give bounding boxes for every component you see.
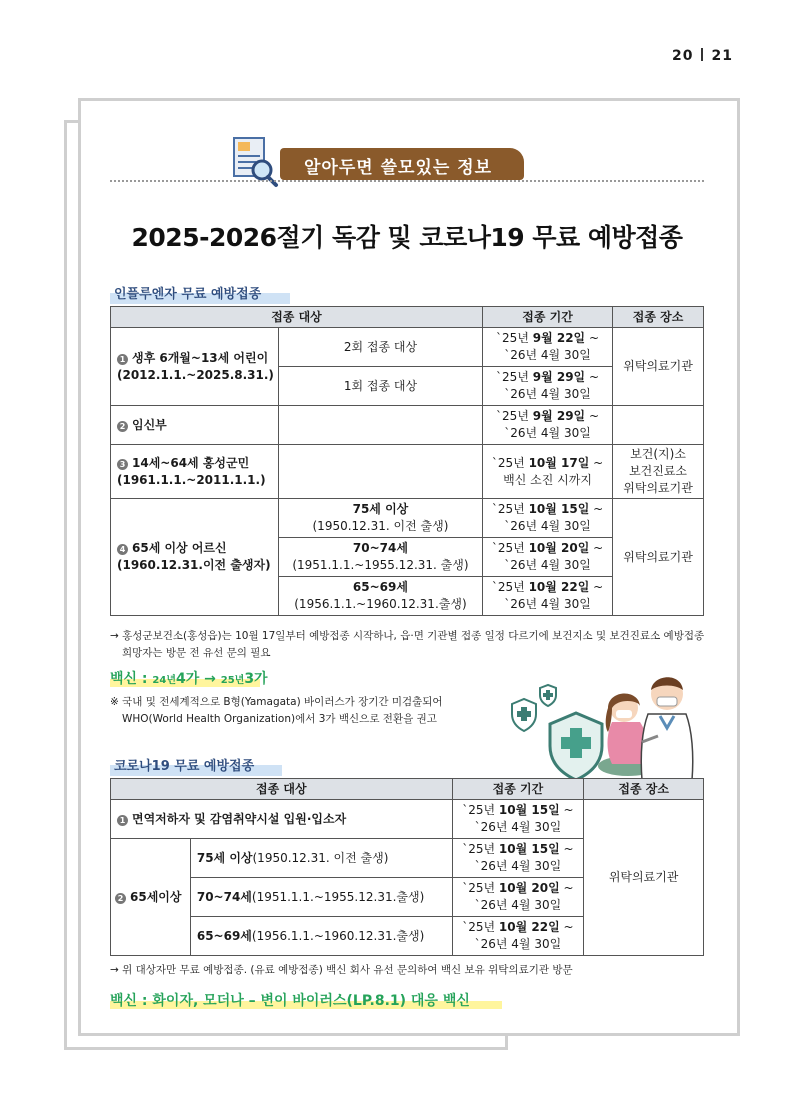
- group-immunocompromised: 1 면역저하자 및 감염취약시설 입원·입소자: [111, 800, 453, 839]
- shield-icon: [540, 685, 556, 706]
- influenza-remark: [110, 694, 443, 728]
- covid-note: → 위 대상자만 무료 예방접종. (유료 예방접종) 백신 회사 유선 문의하여 백신 보유 위탁의료기관 방문: [110, 964, 573, 976]
- doctor-figure: [641, 677, 693, 780]
- header-period: 접종 기간: [482, 307, 612, 328]
- remark-line-2: WHO(World Health Organization)에서 3가 백신으로 전환을 권고: [122, 713, 437, 725]
- table-header-row: [111, 779, 704, 800]
- note-line-1: → 홍성군보건소(홍성읍)는 10월 17일부터 예방접종 시작하나, 읍·면 기관별 접종 일정 다르기에 보건지소 및 보건진료소 예방접종: [110, 630, 705, 642]
- table-header-row: [111, 307, 704, 328]
- influenza-table: [110, 306, 704, 616]
- covid-heading: [110, 756, 254, 778]
- table-row: [111, 328, 704, 367]
- period-cell: `25년 10월 22일 ~ `26년 4월 30일: [452, 917, 584, 956]
- header-place: 접종 장소: [613, 307, 704, 328]
- group-sub: (2012.1.1.~2025.8.31.): [117, 367, 274, 382]
- number-badge: 1: [117, 354, 128, 365]
- influenza-heading: [110, 284, 261, 306]
- covid-heading-text: 코로나19 무료 예방접종: [114, 759, 255, 774]
- vaccine-label: 백신 :: [110, 993, 153, 1009]
- remark-line-1: ※ 국내 및 전세계적으로 B형(Yamagata) 바이러스가 장기간 미검출되어: [110, 696, 443, 708]
- header-target: 접종 대상: [111, 779, 453, 800]
- place-cell: 위탁의료기관: [584, 800, 704, 956]
- page-number-divider: [701, 48, 703, 61]
- table-row: [111, 499, 704, 538]
- influenza-heading-text: 인플루엔자 무료 예방접종: [114, 287, 262, 302]
- target-cell: 1회 접종 대상: [278, 367, 482, 406]
- page-number-left: 20: [672, 48, 694, 64]
- period-cell: `25년 10월 20일 ~ `26년 4월 30일: [482, 538, 612, 577]
- period-cell: `25년 10월 15일 ~ `26년 4월 30일: [452, 839, 584, 878]
- group-label: 생후 6개월~13세 어린이: [132, 350, 269, 365]
- influenza-vaccine: 백신 : 24년4가 → 25년3가: [110, 671, 268, 687]
- target-cell: 75세 이상(1950.12.31. 이전 출생): [190, 839, 452, 878]
- period-cell: `25년 10월 20일 ~ `26년 4월 30일: [452, 878, 584, 917]
- group-seniors: 4 65세 이상 어르신 (1960.12.31.이전 출생자): [111, 499, 279, 616]
- period-cell: `25년 9월 29일 ~ `26년 4월 30일: [482, 406, 612, 445]
- target-cell: 2회 접종 대상: [278, 328, 482, 367]
- vaccine-label: 백신 :: [110, 671, 153, 687]
- page-title: 2025-2026절기 독감 및 코로나19 무료 예방접종: [131, 223, 683, 252]
- target-cell: 70~74세(1951.1.1.~1955.12.31.출생): [190, 878, 452, 917]
- shield-icon: [550, 713, 602, 780]
- target-cell: 75세 이상 (1950.12.31. 이전 출생): [278, 499, 482, 538]
- period-cell: `25년 10월 15일 ~ `26년 4월 30일: [482, 499, 612, 538]
- period-cell: `25년 9월 29일 ~ `26년 4월 30일: [482, 367, 612, 406]
- table-row: [111, 800, 704, 839]
- group-seniors: 2 65세이상: [111, 839, 191, 956]
- covid-table: [110, 778, 704, 956]
- period-cell: `25년 10월 17일 ~ 백신 소진 시까지: [482, 445, 612, 499]
- target-cell: 70~74세 (1951.1.1.~1955.12.31. 출생): [278, 538, 482, 577]
- target-cell: 65~69세 (1956.1.1.~1960.12.31.출생): [278, 577, 482, 616]
- group-pregnant: 2 임신부: [111, 406, 279, 445]
- empty-cell: [278, 445, 482, 499]
- group-residents: 3 14세~64세 홍성군민 (1961.1.1.~2011.1.1.): [111, 445, 279, 499]
- dotted-divider: [110, 180, 704, 182]
- influenza-note: [110, 628, 704, 662]
- place-cell: 위탁의료기관: [613, 499, 704, 616]
- period-cell: `25년 10월 22일 ~ `26년 4월 30일: [482, 577, 612, 616]
- vaccine-text: 화이자, 모더나 – 변이 바이러스(LP.8.1) 대응 백신: [152, 993, 470, 1009]
- header-place: 접종 장소: [584, 779, 704, 800]
- empty-cell: [613, 406, 704, 445]
- page-numbers: [672, 48, 733, 64]
- target-cell: 65~69세(1956.1.1.~1960.12.31.출생): [190, 917, 452, 956]
- shield-icon: [512, 699, 536, 731]
- period-cell: `25년 9월 22일 ~ `26년 4월 30일: [482, 328, 612, 367]
- info-badge: [280, 148, 524, 180]
- info-badge-label: 알아두면 쓸모있는 정보: [304, 158, 493, 178]
- header-period: 접종 기간: [452, 779, 584, 800]
- table-row: [111, 406, 704, 445]
- period-cell: `25년 10월 15일 ~ `26년 4월 30일: [452, 800, 584, 839]
- table-row: [111, 445, 704, 499]
- covid-vaccine: [110, 990, 470, 1010]
- note-line-2: 희망자는 방문 전 유선 문의 필요: [122, 647, 271, 659]
- group-children: [111, 328, 279, 406]
- place-cell: 위탁의료기관: [613, 328, 704, 406]
- page-number-right: 21: [711, 48, 733, 64]
- doctor-vaccination-illustration: [500, 664, 704, 780]
- header-target: 접종 대상: [111, 307, 483, 328]
- empty-cell: [278, 406, 482, 445]
- place-cell: 보건(지)소 보건진료소 위탁의료기관: [613, 445, 704, 499]
